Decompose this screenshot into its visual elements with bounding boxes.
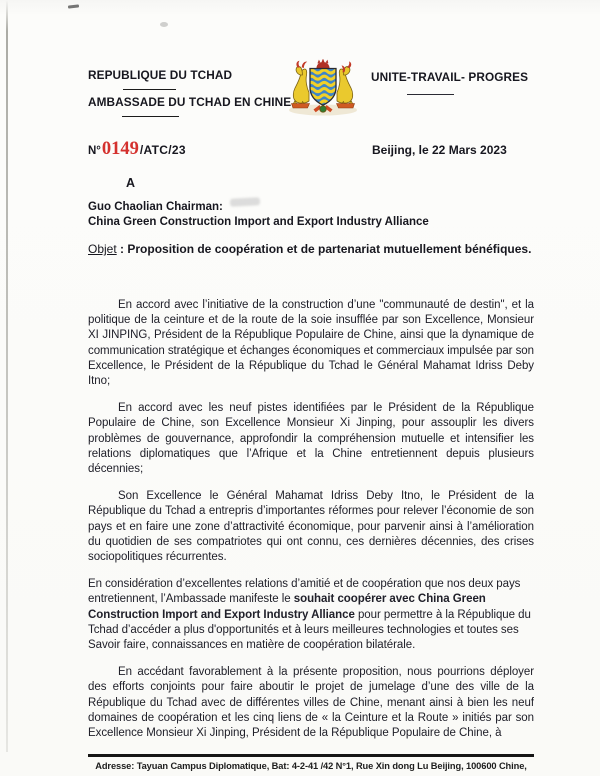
body-paragraph-4 [88, 577, 534, 653]
chad-coat-of-arms-icon [282, 59, 364, 119]
addressee-block [88, 200, 429, 229]
letter-body [88, 298, 534, 752]
reference-number: 0149 [101, 139, 139, 159]
divider-rule [122, 116, 179, 117]
addressee-organization: China Green Construction Import and Export Industry Alliance [88, 215, 429, 228]
paper-edge-shadow [6, 0, 8, 776]
subject-text: Proposition de coopération et de partenariat mutuellement bénéfiques. [127, 242, 532, 256]
divider-rule [407, 94, 454, 95]
paragraph-4-text: pour permettre à la République du Tchad d’accéder a plus d'opportunités et à leurs meilleures technologies et toutes ses Savoir faire, connaissances en matière de coopération bilatérale. [88, 608, 531, 652]
paragraph-4-text: En considération d’excellentes relations d’amitié et de coopération que nos deux pays entretiennent, l’Ambassade manifeste le [88, 578, 521, 606]
body-paragraph-5: En accédant favorablement à la présente proposition, nous pourrions déployer des efforts conjoints pour faire aboutir le projet de jumelage d’une des ville de la République du Tchad avec de différentes villes de Chine, menant ainsi à bien les neuf domaines de coopération et les cinq liens de « la Ceinture et la Route » initiés par son Excellence Monsieur Xi Jinping, Président de la République Populaire de Chine, à [88, 666, 534, 740]
addressee-name: Guo Chaolian Chairman: [88, 201, 223, 213]
letterhead-country: REPUBLIQUE DU TCHAD [88, 68, 233, 82]
body-paragraph-3: Son Excellence le Général Mahamat Idriss Deby Itno, le Président de la République du Tchad a entrepris d’importantes réformes pour relever l’économie de son pays et en faire une zone d’attractivité économique, pour parvenir ainsi à l’amélioration du quotidien de ses compatriotes qui ont connu, ces dernières décennies, des crises sociopolitiques récurrentes. [88, 490, 534, 564]
subject-separator: : [116, 242, 128, 256]
subject-line [88, 241, 540, 257]
body-paragraph-2: En accord avec les neuf pistes identifiées par le Président de la République Populaire de Chine, son Excellence Monsieur Xi Jinping, pour assouplir les divers problèmes de gouvernance, approfondir la compréhension mutuelle et intensifier les relations diplomatiques que l’Afrique et la Chine entretiennent depuis plusieurs décennies; [88, 402, 534, 476]
dateline: Beijing, le 22 Mars 2023 [372, 143, 507, 157]
subject-label: Objet [88, 242, 117, 256]
scan-speck [160, 22, 168, 27]
reference-suffix: /ATC/23 [139, 143, 186, 157]
reference-prefix: N° [88, 145, 101, 157]
letterhead-motto: UNITE-TRAVAIL- PROGRES [371, 70, 529, 84]
addressee-salutation: A [126, 176, 136, 190]
body-paragraph-1: En accord avec l’initiative de la construction d’une "communauté de destin", et la politique de la ceinture et de la route de la soie insufflée par son Excellence, Monsieur XI JINPING, Président de la République Populaire de Chine, ainsi que la dynamique de communication stratégique et échanges économiques et commerciaux impulsée par son Excellence, le Président de la République du Tchad le Général Mahamat Idriss Deby Itno; [88, 299, 534, 388]
scan-speck [68, 4, 79, 8]
reference-line [88, 139, 186, 160]
paragraph-4-bold-text: souhait coopérer avec China Green Construction Import and Export Industry Alliance [88, 593, 486, 621]
footer-rule [88, 754, 534, 757]
letterhead-institution: AMBASSADE DU TCHAD EN CHINE [88, 95, 292, 109]
divider-rule [123, 89, 176, 90]
footer-address: Adresse: Tayuan Campus Diplomatique, Bat: 4-2-41 /42 N°1, Rue Xin dong Lu Beijing, 100600 Chine, [95, 761, 527, 771]
